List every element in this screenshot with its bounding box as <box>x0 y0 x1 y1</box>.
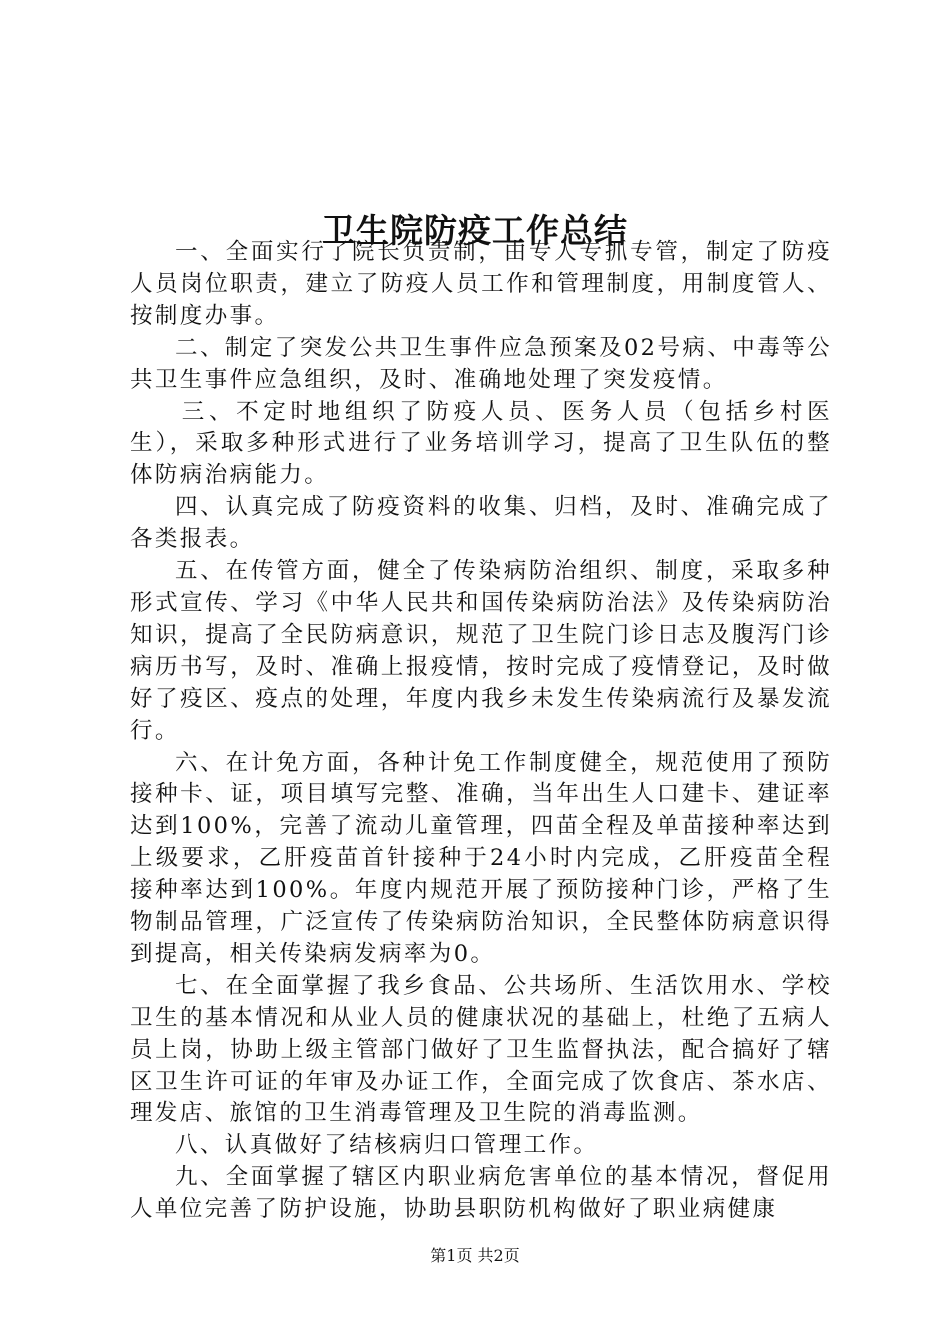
paragraph-3: 三、不定时地组织了防疫人员、医务人员（包括乡村医生），采取多种形式进行了业务培训学习，提高了卫生队伍的整体防病治病能力。 <box>130 398 832 489</box>
paragraph-4: 四、认真完成了防疫资料的收集、归档，及时、准确完成了各类报表。 <box>130 494 832 553</box>
document-title: 卫生院防疫工作总结 <box>322 211 628 251</box>
page-footer: 第1页 共2页 <box>430 1246 520 1265</box>
paragraph-8: 八、认真做好了结核病归口管理工作。 <box>175 1132 599 1159</box>
paragraph-6: 六、在计免方面，各种计免工作制度健全，规范使用了预防接种卡、证，项目填写完整、准确，当年出生人口建卡、建证率达到100%，完善了流动儿童管理，四苗全程及单苗接种率达到上级要求，乙肝疫苗首针接种于24小时内完成，乙肝疫苗全程接种率达到100%。年度内规范开展了预防接种门诊，严格了生物制品管理，广泛宣传了传染病防治知识，全民整体防病意识得到提高，相关传染病发病率为0。 <box>130 749 832 967</box>
paragraph-2: 二、制定了突发公共卫生事件应急预案及02号病、中毒等公共卫生事件应急组织，及时、准确地处理了突发疫情。 <box>130 334 832 393</box>
document-body <box>130 237 832 1226</box>
paragraph-7: 七、在全面掌握了我乡食品、公共场所、生活饮用水、学校卫生的基本情况和从业人员的健康状况的基础上，杜绝了五病人员上岗，协助上级主管部门做好了卫生监督执法，配合搞好了辖区卫生许可证的年审及办证工作，全面完成了饮食店、茶水店、理发店、旅馆的卫生消毒管理及卫生院的消毒监测。 <box>130 972 832 1127</box>
paragraph-9: 九、全面掌握了辖区内职业病危害单位的基本情况，督促用人单位完善了防护设施，协助县职防机构做好了职业病健康 <box>130 1164 832 1223</box>
paragraph-1: 一、全面实行了院长负责制，由专人专抓专管，制定了防疫人员岗位职责，建立了防疫人员工作和管理制度，用制度管人、按制度办事。 <box>130 239 832 329</box>
paragraph-5: 五、在传管方面，健全了传染病防治组织、制度，采取多种形式宣传、学习《中华人民共和国传染病防治法》及传染病防治知识，提高了全民防病意识，规范了卫生院门诊日志及腹泻门诊病历书写，及时、准确上报疫情，按时完成了疫情登记，及时做好了疫区、疫点的处理，年度内我乡未发生传染病流行及暴发流行。 <box>130 558 832 744</box>
